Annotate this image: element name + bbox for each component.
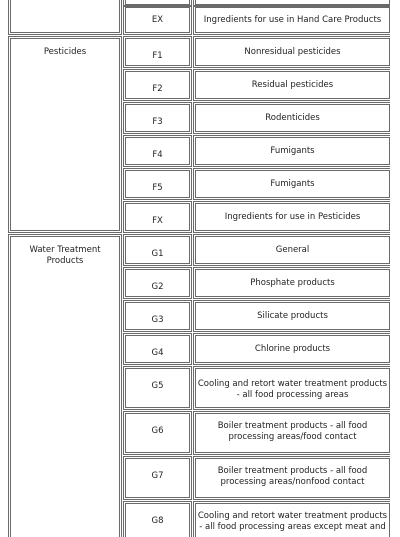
code-cell-g4 bbox=[125, 335, 190, 363]
category-cell-water-treatment bbox=[10, 236, 120, 537]
desc-cell-f5 bbox=[195, 170, 390, 198]
desc-text: Rodenticides bbox=[265, 112, 320, 123]
desc-text: Phosphate products bbox=[250, 277, 335, 288]
code-text: F5 bbox=[152, 183, 163, 193]
code-cell-g2 bbox=[125, 269, 190, 297]
desc-text: Ingredients for use in Hand Care Products bbox=[203, 14, 382, 25]
code-text: G1 bbox=[151, 249, 164, 259]
code-text: G7 bbox=[151, 471, 164, 481]
code-text: FX bbox=[152, 216, 163, 226]
desc-cell-g2 bbox=[195, 269, 390, 297]
desc-text: Nonresidual pesticides bbox=[244, 46, 341, 57]
code-cell-f4 bbox=[125, 137, 190, 165]
desc-text: Residual pesticides bbox=[251, 79, 334, 90]
category-cell-previous bbox=[10, 0, 120, 33]
code-text: G2 bbox=[151, 282, 164, 292]
code-cell-f2 bbox=[125, 71, 190, 99]
desc-cell-g4 bbox=[195, 335, 390, 363]
product-category-table bbox=[8, 0, 390, 537]
desc-cell-g3 bbox=[195, 302, 390, 330]
desc-text: Fumigants bbox=[270, 178, 315, 189]
code-cell-g7 bbox=[125, 458, 190, 498]
code-text: F4 bbox=[152, 150, 163, 160]
code-text: F1 bbox=[152, 51, 163, 61]
desc-text: Boiler treatment products - all food processing areas/nonfood contact bbox=[217, 466, 368, 487]
desc-cell-f3 bbox=[195, 104, 390, 132]
code-cell-f3 bbox=[125, 104, 190, 132]
code-cell-f5 bbox=[125, 170, 190, 198]
desc-cell-previous-blank bbox=[195, 0, 390, 5]
code-text: F3 bbox=[152, 117, 163, 127]
code-text: G6 bbox=[151, 426, 164, 436]
desc-text: Ingredients for use in Pesticides bbox=[224, 211, 361, 222]
code-cell-g6 bbox=[125, 413, 190, 453]
category-label: Water Treatment Products bbox=[29, 245, 101, 266]
code-text: G3 bbox=[151, 315, 164, 325]
code-cell-ex bbox=[125, 7, 190, 33]
code-cell-fx bbox=[125, 203, 190, 231]
desc-text: General bbox=[275, 244, 310, 255]
code-text: EX bbox=[151, 15, 164, 25]
desc-text: Cooling and retort water treatment products - all food processing areas except meat and bbox=[197, 511, 388, 532]
category-label: Pesticides bbox=[43, 47, 87, 57]
code-text: G4 bbox=[151, 348, 164, 358]
code-cell-g5 bbox=[125, 368, 190, 408]
code-cell-g3 bbox=[125, 302, 190, 330]
desc-cell-g5 bbox=[195, 368, 390, 408]
desc-cell-f2 bbox=[195, 71, 390, 99]
desc-text: Silicate products bbox=[257, 310, 328, 321]
code-cell-g1 bbox=[125, 236, 190, 264]
desc-text: Boiler treatment products - all food processing areas/food contact bbox=[217, 421, 368, 442]
category-cell-pesticides bbox=[10, 38, 120, 231]
desc-cell-g8 bbox=[195, 503, 390, 537]
desc-text: Chlorine products bbox=[254, 343, 331, 354]
code-cell-g8 bbox=[125, 503, 190, 537]
code-text: F2 bbox=[152, 84, 163, 94]
desc-cell-g7 bbox=[195, 458, 390, 498]
code-cell-previous-blank bbox=[125, 0, 190, 5]
desc-cell-g1 bbox=[195, 236, 390, 264]
desc-cell-f1 bbox=[195, 38, 390, 66]
desc-cell-g6 bbox=[195, 413, 390, 453]
code-text: G8 bbox=[151, 516, 164, 526]
code-text: G5 bbox=[151, 381, 164, 391]
desc-text: Cooling and retort water treatment products - all food processing areas bbox=[197, 379, 388, 400]
desc-cell-ex bbox=[195, 7, 390, 33]
desc-cell-f4 bbox=[195, 137, 390, 165]
desc-cell-fx bbox=[195, 203, 390, 231]
code-cell-f1 bbox=[125, 38, 190, 66]
desc-text: Fumigants bbox=[270, 145, 315, 156]
